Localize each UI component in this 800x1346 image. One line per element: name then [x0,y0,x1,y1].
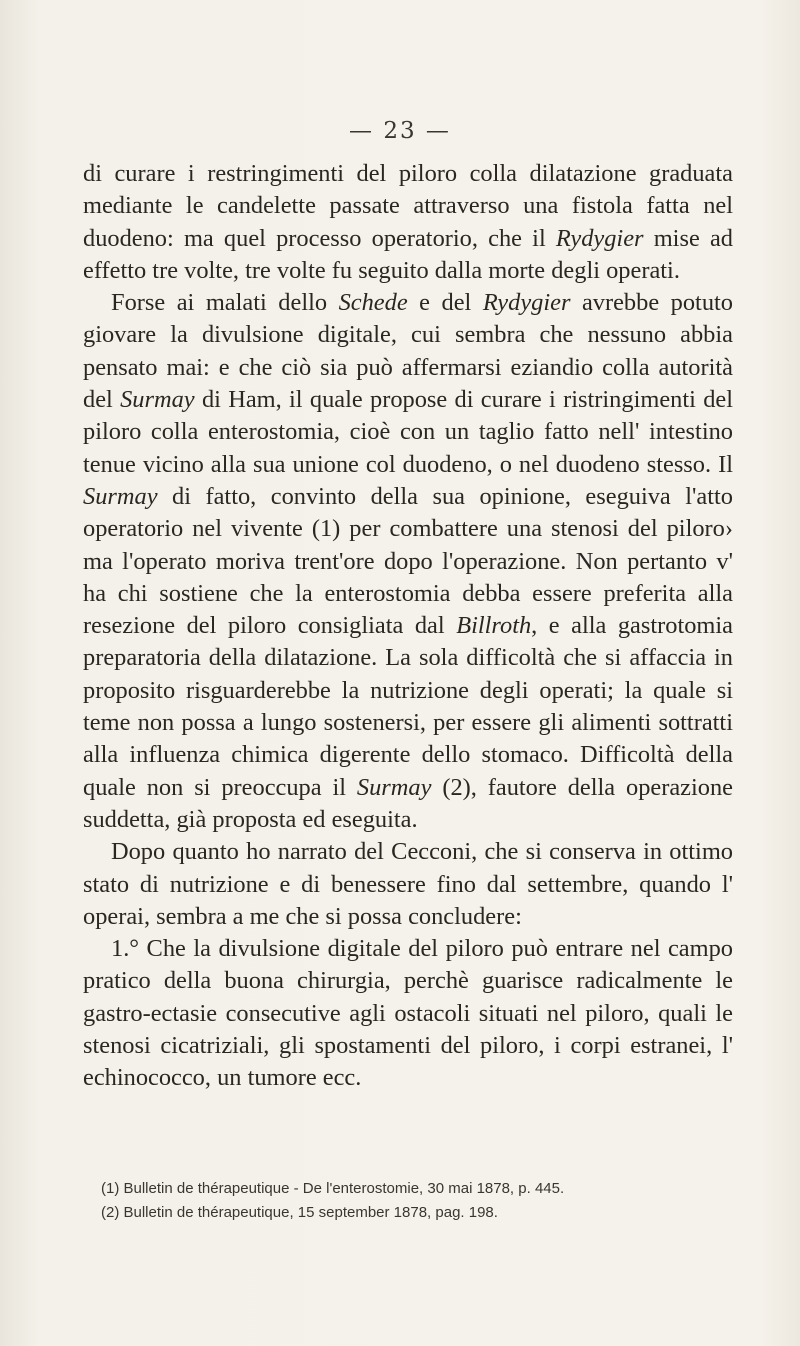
italic-name: Schede [338,289,408,317]
paragraph [83,836,733,933]
text-run: Forse ai malati dello [111,289,339,317]
paragraph [83,287,733,836]
footnote-1: (1) Bulletin de thérapeutique - De l'enterostomie, 30 mai 1878, p. 445. [101,1180,565,1197]
text-run: e del [407,289,483,317]
italic-name: Surmay [356,773,432,801]
text-run: di Ham, il quale propose di curare i ristringimenti del piloro colla enterostomia, cioè con un taglio fatto nell' intestino tenue vicino alla sua unione col duodeno, o nel duodeno stesso. Il [83,386,733,478]
text-run: di fatto, convinto della sua opinione, eseguiva l'atto operatorio nel vivente (1) per combattere una stenosi del piloro› ma l'operato moriva trent'ore dopo l'operazione. Non pertanto v' ha chi sostiene che la enterostomia debba essere preferita alla resezione del piloro consigliata dal [83,482,733,640]
italic-name: Surmay [83,482,158,510]
text-run: 1.° Che la divulsione digitale del piloro può entrare nel campo pratico della buona chirurgia, perchè guarisce radicalmente le gastro-ectasie consecutive agli ostacoli situati nel piloro, quali le stenosi cicatriziali, gli spostamenti del piloro, i corpi estranei, l' echinococco, un tumore ecc. [83,935,733,1092]
footnotes [101,1177,741,1225]
italic-name: Rydygier [482,289,571,317]
footnote-2: (2) Bulletin de thérapeutique, 15 september 1878, pag. 198. [101,1204,498,1221]
text-run: , e alla gastrotomia preparatoria della dilatazione. La sola difficoltà che si affaccia in proposito risguarderebbe la nutrizione degli operati; la quale si teme non possa a lungo sostenersi, per essere gli alimenti sottratti alla influenza chimica digerente dello stomaco. Difficoltà della quale non si preoccupa il [83,612,733,801]
paragraph [83,933,733,1094]
italic-name: Rydygier [555,224,644,252]
text-run: (2), fautore della operazione suddetta, già proposta ed eseguita. [83,773,733,833]
text-run: avrebbe potuto giovare la divulsione digitale, cui sembra che nessuno abbia pensato mai: e che ciò sia può affermarsi eziandio colla autorità del [83,289,734,414]
page-number: — 23 — [349,118,451,144]
text-run: Dopo quanto ho narrato del Cecconi, che si conserva in ottimo stato di nutrizione e di benessere fino dal settembre, quando l' operai, sembra a me che si possa concludere: [83,838,733,930]
paragraph [83,158,733,287]
text-run: mise ad effetto tre volte, tre volte fu seguito dalla morte degli operati. [83,224,733,284]
italic-name: Surmay [120,386,195,414]
text-run: di curare i restringimenti del piloro colla dilatazione graduata mediante le candelette passate attraverso una fistola fatta nel duodeno: ma quel processo operatorio, che il [83,160,733,252]
body-text [83,158,733,1095]
italic-name: Billroth [456,612,532,640]
